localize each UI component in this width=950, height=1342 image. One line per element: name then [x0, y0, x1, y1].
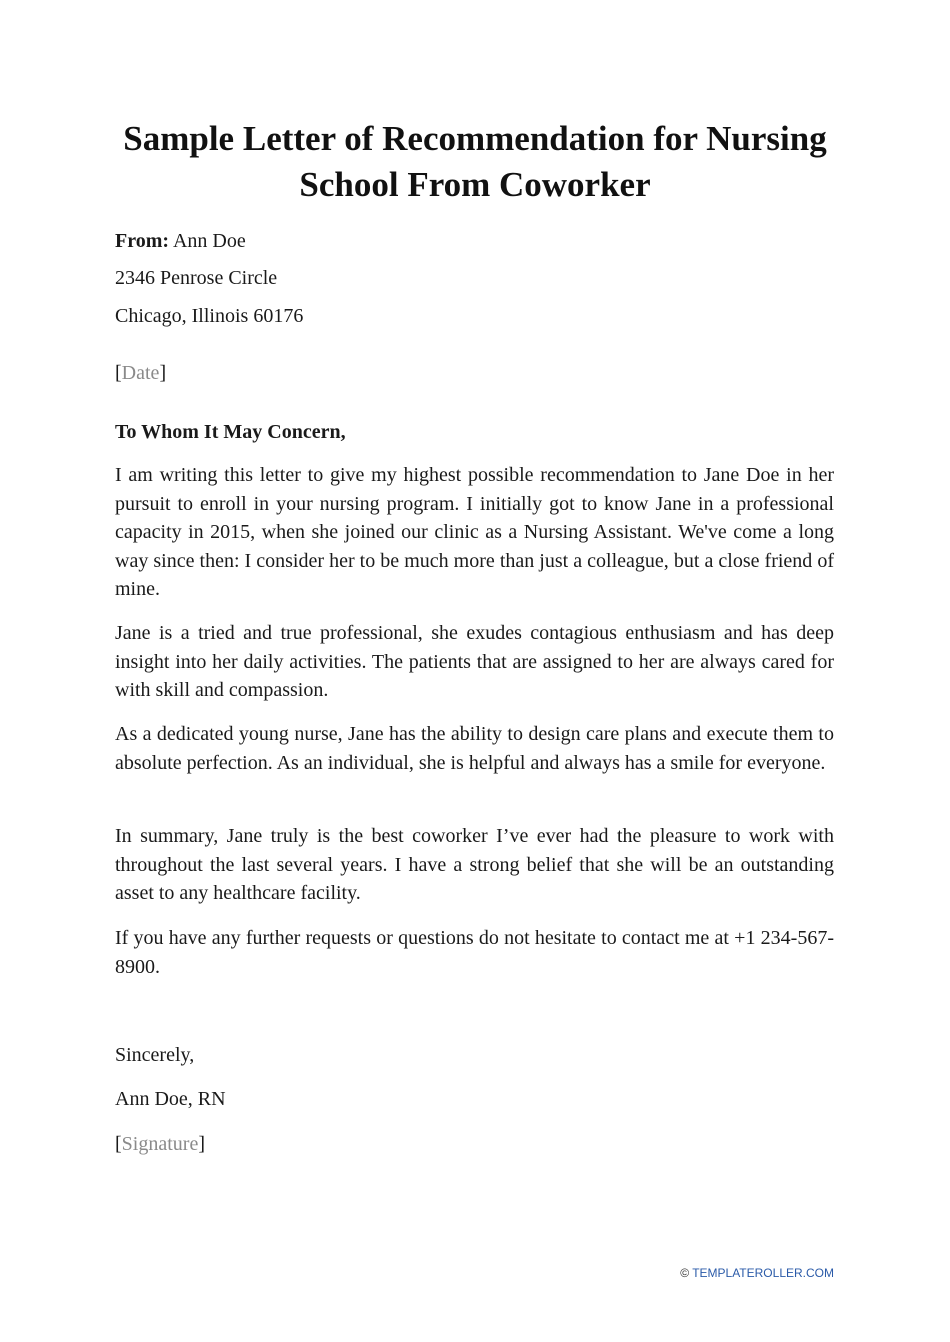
paragraph-professional: Jane is a tried and true professional, she exudes contagious enthusiasm and has deep insight into her daily activities. The patients that are assigned to her are always cared for with skill and compassion. [115, 622, 834, 702]
footer-brand[interactable] [680, 1266, 834, 1280]
date-placeholder: Date [121, 362, 160, 384]
page-title: Sample Letter of Recommendation for Nursing School From Coworker [123, 119, 827, 204]
sender-street: 2346 Penrose Circle [115, 267, 278, 289]
sender-from-line [115, 229, 246, 253]
copyright-symbol: © [680, 1266, 690, 1280]
paragraph-nurse: As a dedicated young nurse, Jane has the ability to design care plans and execute them to absolute perfection. As an individual, she is helpful and always has a smile for everyone. [115, 723, 834, 774]
salutation: To Whom It May Concern, [115, 421, 346, 443]
sender-city: Chicago, Illinois 60176 [115, 305, 304, 327]
date-field: [Date] [115, 362, 167, 384]
signature-field: [Signature] [115, 1133, 205, 1155]
paragraph-intro: I am writing this letter to give my highest possible recommendation to Jane Doe in her pursuit to enroll in your nursing program. I initially got to know Jane in a professional capacity in 2015, when she joined our clinic as a Nursing Assistant. We've come a long way since then: I consider her to be much more than just a colleague, but a close friend of mine. [115, 464, 834, 601]
paragraph-summary: In summary, Jane truly is the best coworker I’ve ever had the pleasure to work with throughout the last several years. I have a strong belief that she will be an outstanding asset to any healthcare facility. [115, 825, 834, 905]
closing: Sincerely, [115, 1044, 195, 1066]
footer-site-link[interactable]: TEMPLATEROLLER.COM [692, 1266, 834, 1280]
from-label: From: [115, 230, 170, 252]
signer-name: Ann Doe, RN [115, 1088, 226, 1110]
signature-placeholder: Signature [121, 1133, 199, 1155]
paragraph-contact: If you have any further requests or questions do not hesitate to contact me at +1 234-567-8900. [115, 927, 834, 978]
sender-name: Ann Doe [172, 230, 246, 252]
